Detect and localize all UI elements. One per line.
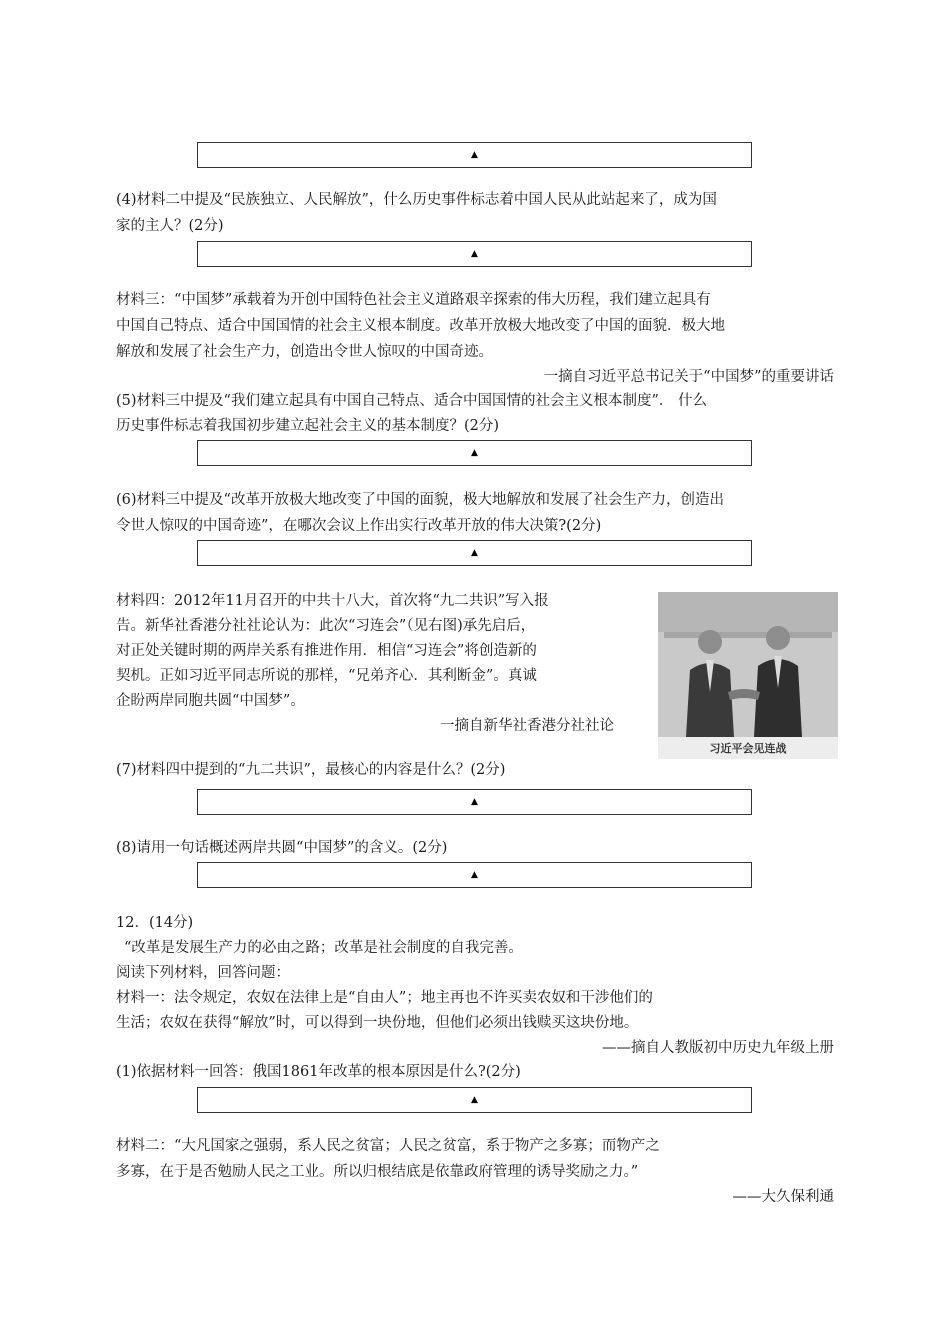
answer-mark: ▲: [471, 1094, 478, 1105]
m4-line5: 企盼两岸同胞共圆“中国梦”。: [116, 693, 305, 709]
m4-line4: 契机。正如习近平同志所说的那样，“兄弟齐心．其利断金”。真诚: [116, 668, 537, 684]
answer-mark: ▲: [471, 248, 478, 259]
m3-line3: 解放和发展了社会生产力，创造出令世人惊叹的中国奇迹。: [116, 344, 493, 360]
q6-line2: 令世人惊叹的中国奇迹”，在哪次会议上作出实行改革开放的伟大决策?(2分): [116, 518, 602, 534]
q12-m2-line1: 材料二：“大凡国家之强弱，系人民之贫富；人民之贫富，系于物产之多寡；而物产之: [116, 1138, 660, 1154]
answer-mark: ▲: [471, 447, 478, 458]
m4-line3: 对正处关键时期的两岸关系有推进作用．相信“习连会”将创造新的: [116, 643, 537, 659]
q4-line2: 家的主人？(2分): [116, 218, 224, 234]
meeting-photo-illustration: [658, 592, 838, 759]
answer-mark: ▲: [471, 796, 478, 807]
q8-line1: (8)请用一句话概述两岸共圆“中国梦”的含义。(2分): [116, 840, 448, 856]
meeting-photo: [658, 592, 838, 759]
m4-source: 一摘自新华社香港分社社论: [440, 718, 614, 734]
m4-line1: 材料四：2012年11月召开的中共十八大，首次将“九二共识”写入报: [116, 593, 549, 609]
q6-answer-box[interactable]: [197, 540, 752, 566]
q12-m1-line1: 材料一：法令规定，农奴在法律上是“自由人”；地主再也不许买卖农奴和干涉他们的: [116, 990, 653, 1006]
photo-caption: 习近平会见连战: [709, 742, 787, 755]
answer-box[interactable]: [197, 142, 752, 168]
m4-line2: 告。新华社香港分社社论认为：此次“习连会”（见右图)承先启后，: [116, 618, 536, 634]
answer-mark: ▲: [471, 547, 478, 558]
m3-source: 一摘自习近平总书记关于“中国梦”的重要讲话: [543, 369, 834, 385]
q12-m2-line2: 多寡，在于是否勉励人民之工业。所以归根结底是依靠政府管理的诱导奖励之力。”: [116, 1164, 639, 1180]
q12-m2-source: ——大久保利通: [732, 1189, 834, 1205]
q6-line1: (6)材料三中提及“改革开放极大地改变了中国的面貌，极大地解放和发展了社会生产力，创造出: [116, 492, 724, 508]
q5-answer-box[interactable]: [197, 440, 752, 466]
q12-m1-line2: 生活；农奴在获得“解放”时，可以得到一块份地，但他们必须出钱赎买这块份地。: [116, 1015, 639, 1031]
q12-instruction: 阅读下列材料，回答问题：: [116, 965, 290, 981]
q4-answer-box[interactable]: [197, 241, 752, 267]
q12-quote: “改革是发展生产力的必由之路；改革是社会制度的自我完善。: [124, 940, 523, 956]
answer-mark: ▲: [471, 149, 478, 160]
q12-q1: (1)依据材料一回答：俄国1861年改革的根本原因是什么?(2分): [116, 1064, 521, 1080]
q4-line1: (4)材料二中提及“民族独立、人民解放”，什么历史事件标志着中国人民从此站起来了，成为国: [116, 192, 717, 208]
q5-line1: (5)材料三中提及“我们建立起具有中国自己特点、适合中国国情的社会主义根本制度”． 什么: [116, 393, 707, 409]
q8-answer-box[interactable]: [197, 862, 752, 888]
m3-line1: 材料三：“中国梦”承载着为开创中国特色社会主义道路艰辛探索的伟大历程，我们建立起具有: [116, 292, 711, 308]
q7-line1: (7)材料四中提到的“九二共识”，最核心的内容是什么？(2分): [116, 762, 506, 778]
m3-line2: 中国自己特点、适合中国国情的社会主义根本制度。改革开放极大地改变了中国的面貌．极大地: [116, 318, 725, 334]
q7-answer-box[interactable]: [197, 789, 752, 815]
q12-heading: 12．(14分): [116, 915, 194, 931]
answer-mark: ▲: [471, 869, 478, 880]
q12-q1-answer-box[interactable]: [197, 1087, 752, 1113]
q12-m1-source: ——摘自人教版初中历史九年级上册: [602, 1040, 834, 1056]
q5-line2: 历史事件标志着我国初步建立起社会主义的基本制度？(2分): [116, 418, 500, 434]
